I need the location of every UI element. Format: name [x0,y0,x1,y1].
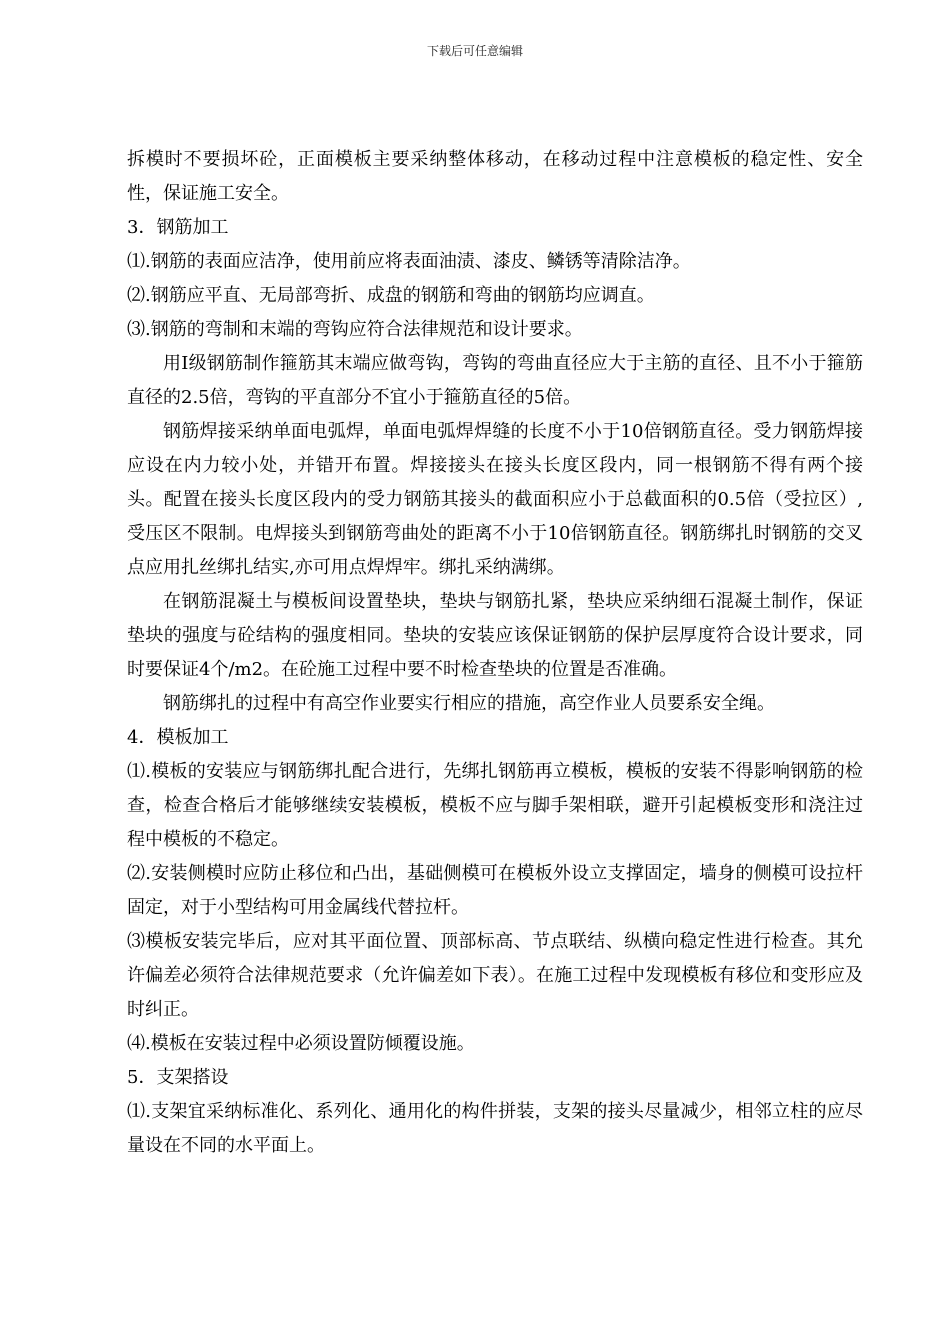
list-item: ⑵.安装侧模时应防止移位和凸出，基础侧模可在模板外设立支撑固定，墙身的侧模可设拉杆固定，对于小型结构可用金属线代替拉杆。 [127,863,863,918]
paragraph: 钢筋焊接采纳单面电弧焊，单面电弧焊焊缝的长度不小于10倍钢筋直径。受力钢筋焊接应设在内力较小处，并错开布置。焊接接头在接头长度区段内，同一根钢筋不得有两个接头。配置在接头长度区段内的受力钢筋其接头的截面积应小于总截面积的0.5倍（受拉区）,受压区不限制。电焊接头到钢筋弯曲处的距离不小于10倍钢筋直径。钢筋绑扎时钢筋的交叉点应用扎丝绑扎结实,亦可用点焊焊牢。绑扎采纳满绑。 [127,421,863,578]
list-item: ⑴.模板的安装应与钢筋绑扎配合进行，先绑扎钢筋再立模板，模板的安装不得影响钢筋的检查，检查合格后才能够继续安装模板，模板不应与脚手架相联，避开引起模板变形和浇注过程中模板的不稳定。 [127,761,863,850]
list-item: ⑴.钢筋的表面应洁净，使用前应将表面油渍、漆皮、鳞锈等清除洁净。 [127,251,691,272]
list-item: ⑶模板安装完毕后，应对其平面位置、顶部标高、节点联结、纵横向稳定性进行检查。其允许偏差必须符合法律规范要求（允许偏差如下表）。在施工过程中发现模板有移位和变形应及时纠正。 [127,931,863,1020]
list-item: ⑵.钢筋应平直、无局部弯折、成盘的钢筋和弯曲的钢筋均应调直。 [127,285,655,306]
list-item: ⑶.钢筋的弯制和末端的弯钩应符合法律规范和设计要求。 [127,319,583,340]
paragraph: 拆模时不要损坏砼，正面模板主要采纳整体移动，在移动过程中注意模板的稳定性、安全性，保证施工安全。 [127,149,863,204]
section-heading: 5．支架搭设 [127,1067,229,1088]
page-header: 下载后可任意编辑 [426,44,523,58]
list-item: ⑷.模板在安装过程中必须设置防倾覆设施。 [127,1033,475,1054]
section-heading: 3．钢筋加工 [127,217,229,238]
paragraph: 在钢筋混凝土与模板间设置垫块，垫块与钢筋扎紧，垫块应采纳细石混凝土制作，保证垫块的强度与砼结构的强度相同。垫块的安装应该保证钢筋的保护层厚度符合设计要求，同时要保证4个/m2。在砼施工过程中要不时检查垫块的位置是否准确。 [127,591,863,680]
paragraph: 钢筋绑扎的过程中有高空作业要实行相应的措施，高空作业人员要系安全绳。 [163,693,775,714]
section-heading: 4．模板加工 [127,727,229,748]
paragraph: 用I级钢筋制作箍筋其末端应做弯钩，弯钩的弯曲直径应大于主筋的直径、且不小于箍筋直径的2.5倍，弯钩的平直部分不宜小于箍筋直径的5倍。 [127,353,863,408]
list-item: ⑴.支架宜采纳标准化、系列化、通用化的构件拼装，支架的接头尽量减少，相邻立柱的应尽量设在不同的水平面上。 [127,1101,863,1156]
document-body [127,143,863,1163]
